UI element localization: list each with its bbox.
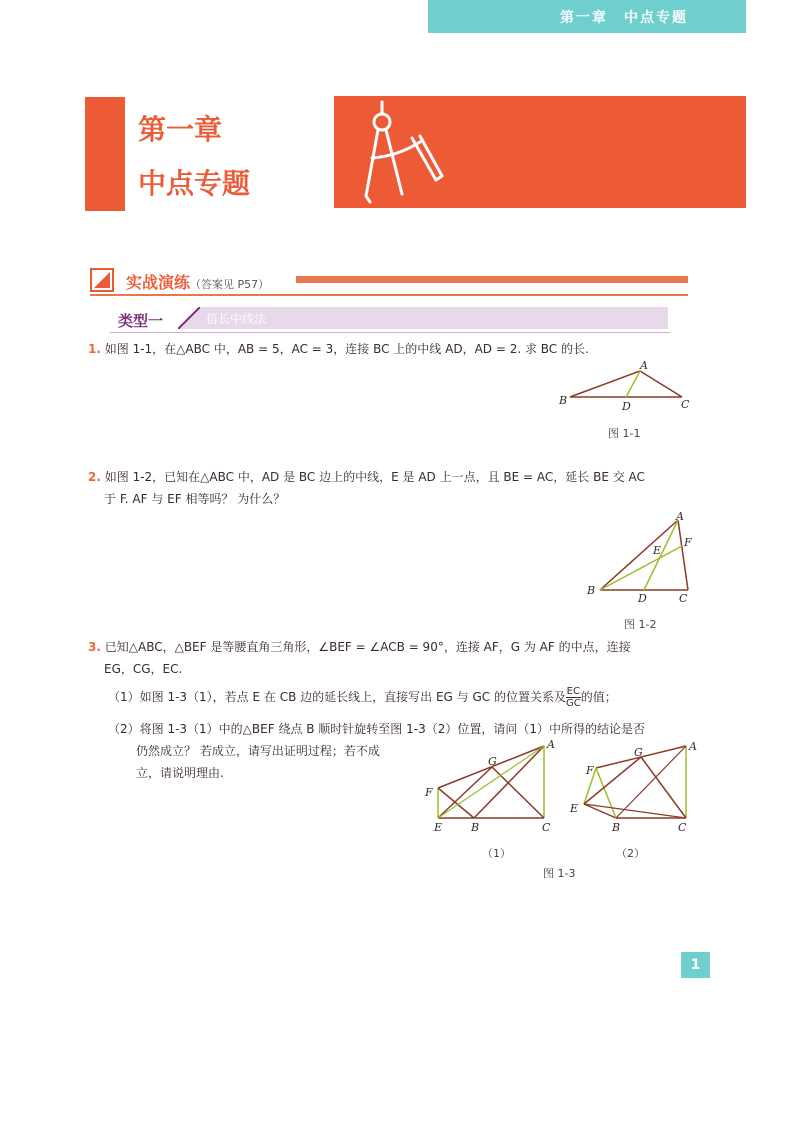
type-bar <box>178 307 668 329</box>
label-e: E <box>434 821 443 834</box>
question-3 <box>88 636 631 658</box>
type-bar-text: 倍长中线法 <box>206 312 267 326</box>
header-text: 第一章 中点专题 <box>560 10 688 26</box>
section-underline <box>90 294 688 296</box>
question-number: 1. <box>88 342 101 356</box>
page-number: 1 <box>681 952 710 978</box>
type-label: 类型一 <box>118 312 164 330</box>
figure-1-1 <box>556 358 696 414</box>
label-c: C <box>679 592 688 604</box>
label-a: A <box>640 359 648 372</box>
figure-1-3-sub-1: （1） <box>482 847 511 860</box>
figure-1-3-sub-2: （2） <box>616 847 645 860</box>
label-a: A <box>547 738 555 751</box>
label-g: G <box>488 755 497 768</box>
part-1-text: （1）如图 1-3（1），若点 E 在 CB 边的延长线上，直接写出 EG 与 GC 的位置关系及 <box>108 690 566 704</box>
question-number: 2. <box>88 470 101 484</box>
chapter-title: 第一章 <box>138 113 223 146</box>
label-c: C <box>542 821 551 834</box>
chapter-stripe <box>85 97 125 211</box>
label-b: B <box>587 584 596 597</box>
label-e: E <box>570 802 579 815</box>
figure-1-3-1 <box>420 736 560 834</box>
question-2 <box>88 466 645 488</box>
label-a: A <box>689 740 697 753</box>
answer-note: （答案见 P57） <box>190 278 270 291</box>
compass-icon <box>358 98 448 206</box>
chapter-subtitle: 中点专题 <box>138 167 251 200</box>
section-rule <box>296 276 688 283</box>
label-b: B <box>471 821 480 834</box>
question-text-line-1: 已知△ABC，△BEF 是等腰直角三角形，∠BEF = ∠ACB = 90°，连接 AF，G 为 AF 的中点，连接 <box>104 640 631 654</box>
type-rule <box>110 332 670 333</box>
part-1-tail: 的值； <box>580 690 617 704</box>
question-3-part-1 <box>108 686 617 709</box>
fraction-denominator: GC <box>565 698 581 709</box>
question-number: 3. <box>88 640 101 654</box>
fraction-numerator: EC <box>566 686 580 697</box>
question-text-line-1: 如图 1-2，已知在△ABC 中，AD 是 BC 边上的中线，E 是 AD 上一点，且 BE = AC，延长 BE 交 AC <box>104 470 645 484</box>
figure-1-3-2 <box>566 736 700 834</box>
label-b: B <box>559 394 568 407</box>
label-f: F <box>425 786 433 799</box>
ratio-fraction <box>566 686 581 709</box>
section-title <box>126 270 269 293</box>
label-g: G <box>634 746 643 759</box>
question-1 <box>88 338 589 360</box>
label-d: D <box>638 592 647 604</box>
question-3-part-2-line-2: 仍然成立？ 若成立，请写出证明过程；若不成 <box>136 744 380 758</box>
figure-1-1-caption: 图 1-1 <box>608 427 641 440</box>
label-f: F <box>684 536 692 549</box>
label-a: A <box>676 510 684 523</box>
label-e: E <box>653 544 662 557</box>
section-title-text: 实战演练 <box>126 273 191 292</box>
label-f: F <box>586 764 594 777</box>
figure-1-2 <box>584 508 704 604</box>
label-b: B <box>612 821 621 834</box>
type-marker-icon <box>178 307 200 329</box>
label-c: C <box>681 398 690 411</box>
question-3-part-2: （2）将图 1-3（1）中的△BEF 绕点 B 顺时针旋转至图 1-3（2）位置，请问（1）中所得的结论是否 <box>108 722 645 736</box>
practice-icon <box>90 268 114 292</box>
label-d: D <box>622 400 631 413</box>
question-3-line-2: EG，CG，EC. <box>104 662 183 676</box>
header-bar <box>428 0 746 33</box>
question-3-part-2-line-3: 立，请说明理由. <box>136 766 224 780</box>
label-c: C <box>678 821 687 834</box>
question-2-line-2: 于 F. AF 与 EF 相等吗？ 为什么？ <box>104 492 286 506</box>
chapter-banner <box>334 96 746 208</box>
question-text: 如图 1-1，在△ABC 中，AB = 5，AC = 3，连接 BC 上的中线 AD，AD = 2. 求 BC 的长. <box>104 342 589 356</box>
figure-1-3-caption: 图 1-3 <box>543 867 576 880</box>
figure-1-2-caption: 图 1-2 <box>624 618 657 631</box>
